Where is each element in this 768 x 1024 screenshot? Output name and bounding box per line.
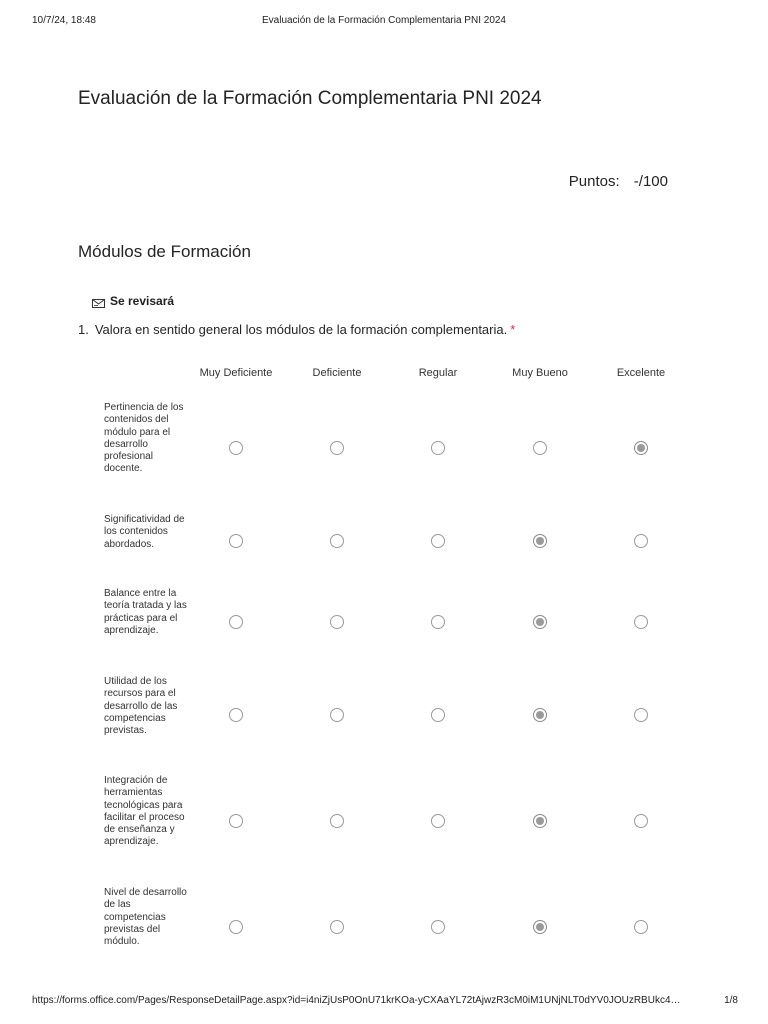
radio-option[interactable] — [330, 920, 344, 934]
radio-option[interactable] — [330, 534, 344, 548]
review-label: Se revisará — [110, 294, 175, 308]
radio-option[interactable] — [229, 534, 243, 548]
envelope-icon — [92, 297, 105, 306]
radio-option[interactable] — [634, 708, 648, 722]
radio-option[interactable] — [431, 534, 445, 548]
question-number: 1. — [78, 322, 89, 337]
print-doc-title: Evaluación de la Formación Complementaria PNI 2024 — [261, 15, 506, 26]
radio-option[interactable] — [229, 920, 243, 934]
radio-option[interactable] — [229, 441, 243, 455]
row-label: Pertinencia de los contenidos del módulo para el desarrollo profesional docente. — [104, 402, 184, 475]
radio-option[interactable] — [229, 615, 243, 629]
radio-option[interactable] — [330, 814, 344, 828]
question-text: Valora en sentido general los módulos de la formación complementaria. — [94, 322, 508, 337]
radio-option[interactable] — [431, 708, 445, 722]
column-header: Muy Bueno — [512, 367, 568, 379]
radio-option[interactable] — [229, 708, 243, 722]
form-title: Evaluación de la Formación Complementaria PNI 2024 — [78, 88, 542, 109]
radio-option[interactable] — [533, 615, 547, 629]
radio-option[interactable] — [634, 615, 648, 629]
radio-option[interactable] — [533, 441, 547, 455]
column-header: Deficiente — [312, 367, 362, 379]
row-label: Significatividad de los contenidos abordados. — [104, 514, 185, 550]
radio-option[interactable] — [229, 814, 243, 828]
required-mark: * — [510, 322, 516, 337]
radio-option[interactable] — [533, 920, 547, 934]
radio-option[interactable] — [431, 441, 445, 455]
column-header: Muy Deficiente — [199, 367, 273, 379]
points-label: Puntos: — [568, 173, 620, 190]
radio-option[interactable] — [634, 441, 648, 455]
radio-option[interactable] — [634, 534, 648, 548]
radio-option[interactable] — [330, 615, 344, 629]
radio-option[interactable] — [533, 534, 547, 548]
section-title: Módulos de Formación — [78, 242, 251, 261]
row-label: Balance entre la teoría tratada y las prácticas para el aprendizaje. — [104, 588, 187, 636]
row-label: Integración de herramientas tecnológicas para facilitar el proceso de enseñanza y aprendizaje. — [104, 775, 185, 848]
print-header — [0, 15, 768, 31]
points-display — [569, 173, 668, 190]
column-header: Regular — [418, 367, 458, 379]
print-datetime: 10/7/24, 18:48 — [32, 15, 96, 26]
radio-option[interactable] — [533, 814, 547, 828]
review-tag — [92, 294, 174, 308]
row-label: Utilidad de los recursos para el desarrollo de las competencias previstas. — [104, 676, 178, 737]
radio-option[interactable] — [634, 920, 648, 934]
page-number: 1/8 — [724, 995, 738, 1006]
radio-option[interactable] — [431, 814, 445, 828]
radio-option[interactable] — [431, 920, 445, 934]
points-value: -/100 — [633, 173, 668, 190]
print-url: https://forms.office.com/Pages/ResponseDetailPage.aspx?id=i4niZjUsP0OnU71krKOa-yCXAaYL72tAjwzR3cM0iM1UNjNLT0dYV0JOUzRBUkc4… — [32, 995, 681, 1006]
radio-option[interactable] — [330, 708, 344, 722]
radio-option[interactable] — [634, 814, 648, 828]
radio-option[interactable] — [431, 615, 445, 629]
radio-option[interactable] — [533, 708, 547, 722]
radio-option[interactable] — [330, 441, 344, 455]
question-1 — [78, 322, 515, 337]
row-label: Nivel de desarrollo de las competencias previstas del módulo. — [104, 887, 187, 948]
column-header: Excelente — [616, 367, 666, 379]
